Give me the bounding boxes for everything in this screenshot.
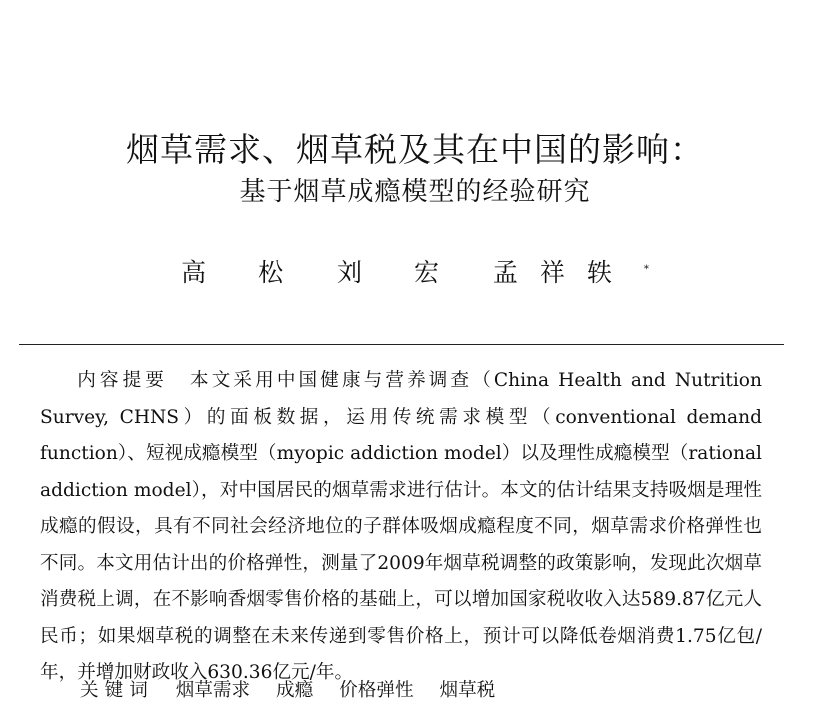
keyword-item: 价格弹性: [339, 680, 414, 701]
abstract-label: 内容提要: [77, 370, 169, 391]
horizontal-rule: [19, 344, 784, 345]
author-2: 刘 宏: [337, 258, 461, 288]
paper-subtitle: 基于烟草成瘾模型的经验研究: [239, 177, 591, 207]
abstract-text: 本文采用中国健康与营养调查（China Health and Nutrition Survey, CHNS）的面板数据，运用传统需求模型（conventional demand function）、短视成瘾模型（myopic addiction model）以及理性成瘾模型（rational addiction model），对中国居民的烟草需求进行估计。本文的估计结果支持吸烟是理性成瘾的假设，具有不同社会经济地位的子群体吸烟成瘾程度不同，烟草需求价格弹性也不同。本文用估计出的价格弹性，测量了2009年烟草税调整的政策影响，发现此次烟草消费税上调，在不影响香烟零售价格的基础上，可以增加国家税收收入达589.87亿元人民币；如果烟草税的调整在未来传递到零售价格上，预计可以降低卷烟消费1.75亿包/年，并增加财政收入630.36亿元/年。: [40, 370, 762, 683]
abstract: [40, 363, 762, 692]
paper-title: 烟草需求、烟草税及其在中国的影响：: [126, 130, 704, 169]
keywords: [80, 673, 515, 709]
keyword-item: 烟草需求: [175, 680, 251, 701]
keyword-item: 烟草税: [439, 680, 496, 701]
title-block: [0, 128, 830, 212]
keyword-item: 成瘾: [276, 680, 314, 701]
author-3: 孟祥轶: [492, 258, 634, 288]
author-footnote-mark: *: [643, 264, 649, 275]
author-1: 高 松: [181, 258, 306, 288]
author-line: [0, 252, 830, 291]
keywords-label: 关键词: [80, 680, 154, 701]
